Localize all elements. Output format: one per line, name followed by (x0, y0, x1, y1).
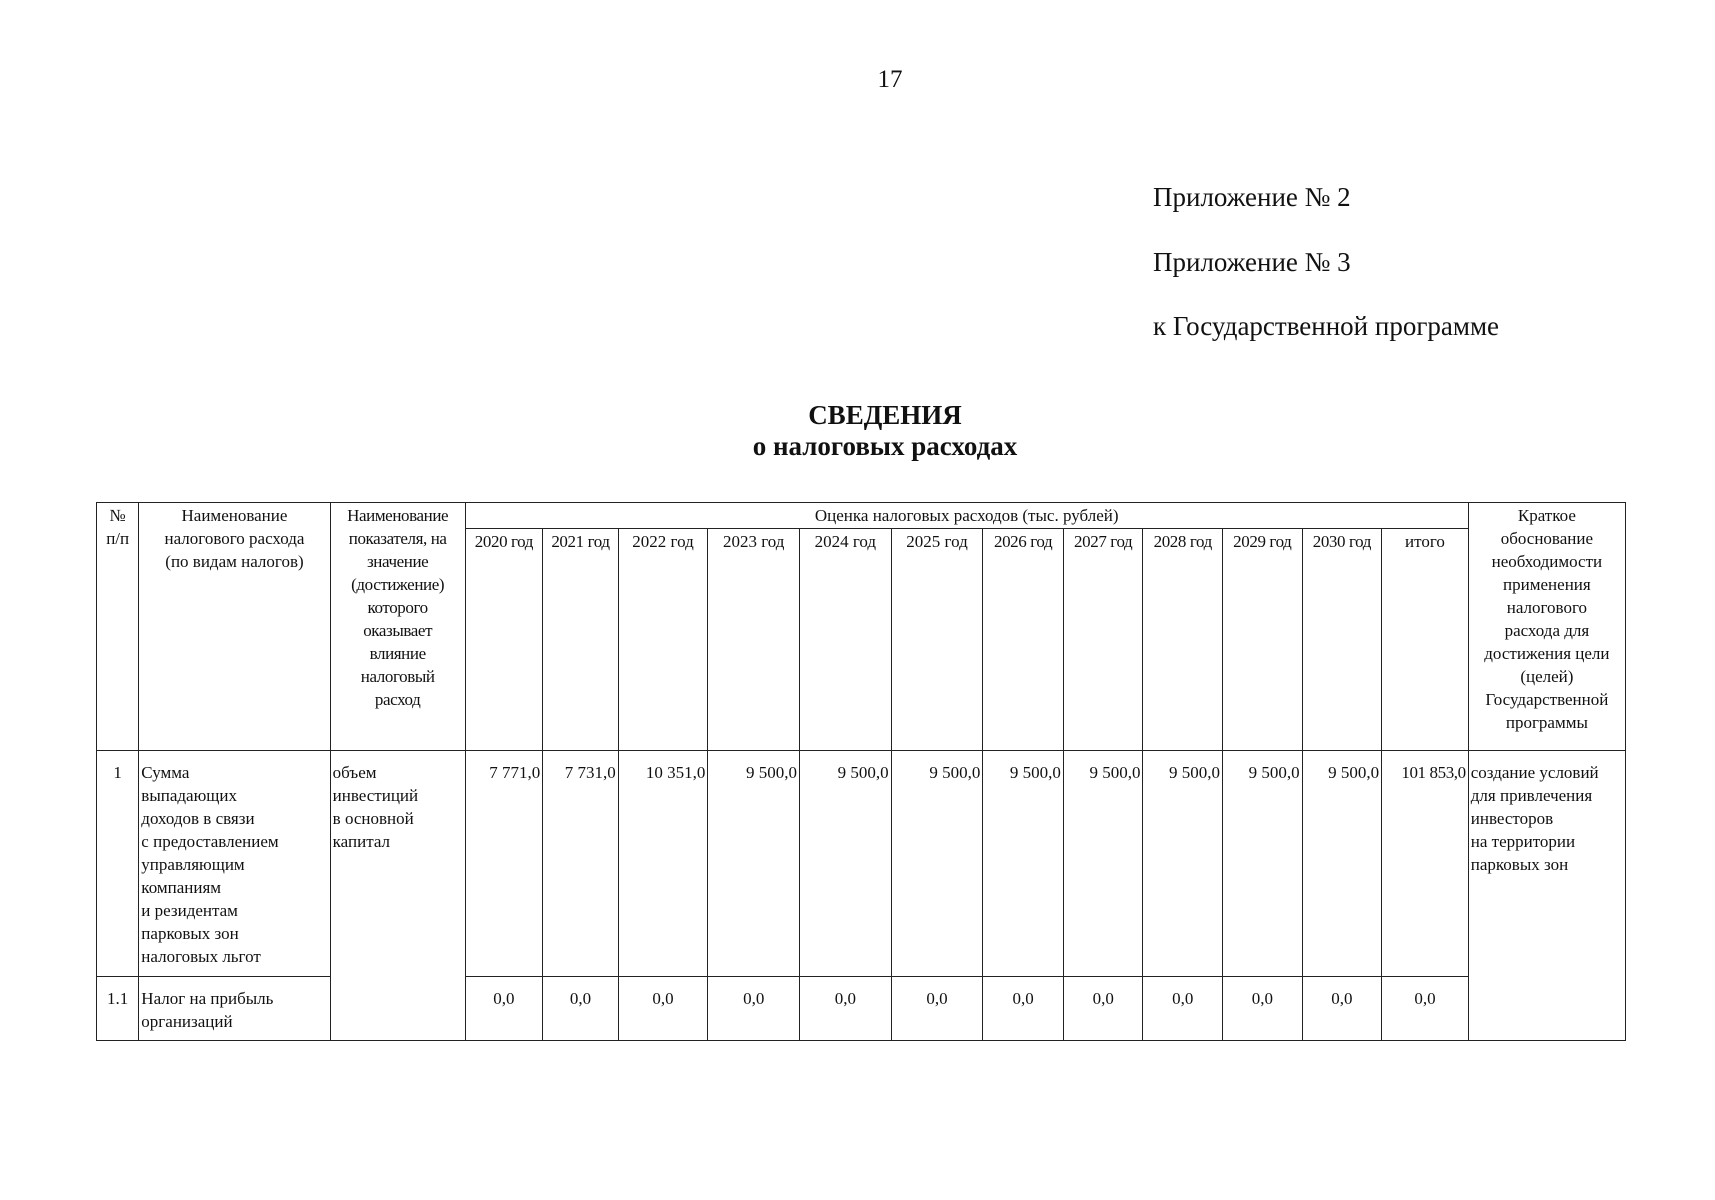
row-value-2028: 0,0 (1143, 977, 1223, 1041)
header-year-2028: 2028 год (1143, 529, 1223, 751)
row-value-2027: 9 500,0 (1063, 751, 1143, 977)
title-sub: о налоговых расходах (752, 431, 1018, 461)
table-row (97, 751, 1626, 977)
row-value-2030: 0,0 (1302, 977, 1382, 1041)
row-value-2025: 9 500,0 (891, 751, 983, 977)
header-estimate-group: Оценка налоговых расходов (тыс. рублей) (465, 503, 1468, 529)
row-value-2024: 0,0 (800, 977, 892, 1041)
row-value-2023: 0,0 (708, 977, 800, 1041)
row-value-2020: 0,0 (465, 977, 543, 1041)
row-num: 1 (97, 751, 139, 977)
row-num: 1.1 (97, 977, 139, 1041)
row-value-2020: 7 771,0 (465, 751, 543, 977)
row-value-2021: 7 731,0 (543, 751, 619, 977)
header-year-2023: 2023 год (708, 529, 800, 751)
header-year-2027: 2027 год (1063, 529, 1143, 751)
row-expense-name: Сумма выпадающих доходов в связи с предоставлением управляющим компаниям и резидентам парковых зон налоговых льгот (139, 751, 330, 977)
appendix-3-label: Приложение № 3 (1153, 247, 1351, 277)
row-value-2023: 9 500,0 (708, 751, 800, 977)
row-value-2028: 9 500,0 (1143, 751, 1223, 977)
header-num: № п/п (97, 503, 139, 751)
row-value-2026: 0,0 (983, 977, 1064, 1041)
appendix-2-label: Приложение № 2 (1153, 182, 1351, 212)
page-number: 17 (877, 66, 903, 93)
row-value-total: 101 853,0 (1382, 751, 1469, 977)
header-total: итого (1382, 529, 1469, 751)
row-value-2021: 0,0 (543, 977, 619, 1041)
tax-expenses-table (96, 502, 1626, 1041)
row-justification: создание условий для привлечения инвесторов на территории парковых зон (1468, 751, 1625, 1041)
row-value-2022: 0,0 (618, 977, 708, 1041)
appendix-program-label: к Государственной программе (1153, 311, 1500, 341)
row-value-2026: 9 500,0 (983, 751, 1064, 977)
header-year-2030: 2030 год (1302, 529, 1382, 751)
row-indicator: объем инвестиций в основной капитал (330, 751, 465, 1041)
header-year-2021: 2021 год (543, 529, 619, 751)
row-value-2029: 0,0 (1223, 977, 1303, 1041)
header-year-2025: 2025 год (891, 529, 983, 751)
header-indicator: Наименование показателя, на значение (достижение) которого оказывает влияние налоговый расход (330, 503, 465, 751)
header-expense-name: Наименование налогового расхода (по видам налогов) (139, 503, 330, 751)
row-value-2024: 9 500,0 (800, 751, 892, 977)
header-year-2026: 2026 год (983, 529, 1064, 751)
header-row (97, 503, 1626, 529)
table-row (97, 977, 1626, 1041)
header-year-2022: 2022 год (618, 529, 708, 751)
row-value-2030: 9 500,0 (1302, 751, 1382, 977)
header-year-2020: 2020 год (465, 529, 543, 751)
row-value-2027: 0,0 (1063, 977, 1143, 1041)
header-year-2029: 2029 год (1223, 529, 1303, 751)
row-value-2025: 0,0 (891, 977, 983, 1041)
title-main: СВЕДЕНИЯ (808, 400, 962, 430)
row-value-2029: 9 500,0 (1223, 751, 1303, 977)
row-value-total: 0,0 (1382, 977, 1469, 1041)
row-expense-name: Налог на прибыль организаций (139, 977, 330, 1041)
document-title (0, 400, 1715, 462)
header-year-2024: 2024 год (800, 529, 892, 751)
row-value-2022: 10 351,0 (618, 751, 708, 977)
header-justification: Краткое обоснование необходимости применения налогового расхода для достижения цели (целей) Государственной программы (1468, 503, 1625, 751)
